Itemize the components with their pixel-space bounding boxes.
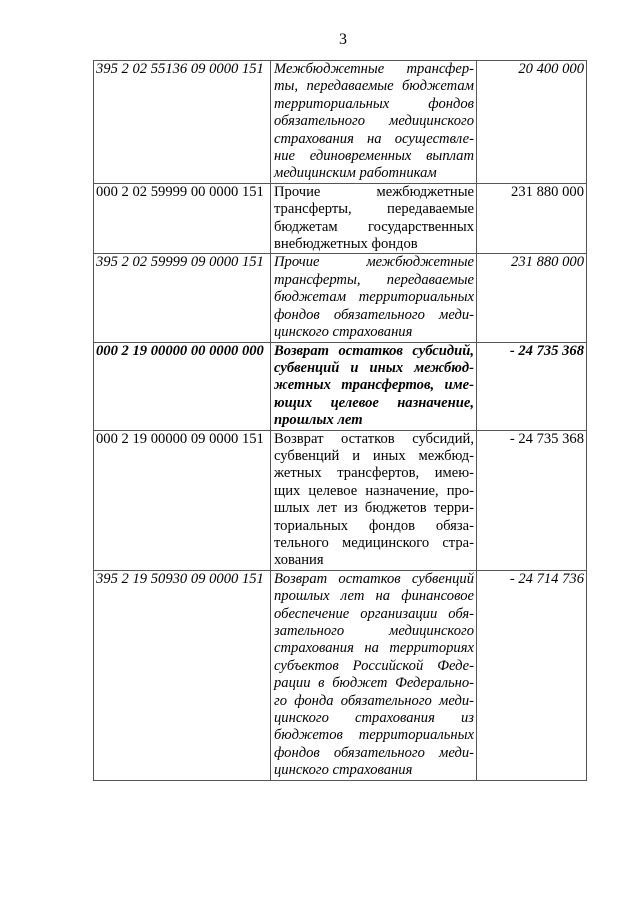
description-line: страхования на территориях [274,640,474,657]
description-line: цинского страхования из [274,710,474,727]
description-line: Возврат остатков субсидий, [274,430,474,447]
description [271,430,477,570]
table-row [94,183,587,254]
description-line: фондов обязательного меди- [274,306,474,323]
amount: 231 880 000 [477,254,587,342]
table-row [94,61,587,184]
amount: 20 400 000 [477,61,587,184]
budget-code: 395 2 19 50930 09 0000 151 [94,570,271,780]
description-line: шлых лет из бюджетов терри- [274,500,474,517]
budget-code: 000 2 19 00000 09 0000 151 [94,430,271,570]
description-line: обеспечение организации обя- [274,605,474,622]
description-line: трансферты, передаваемые [274,271,474,288]
description-line: субвенций и иных межбюд- [274,359,474,376]
description [271,183,477,254]
description-line: цинского страхования [274,762,413,779]
description-line: ты, передаваемые бюджетам [274,78,474,95]
description-line: хования [274,552,324,569]
description-line: территориальных фондов [274,95,474,112]
amount: - 24 735 368 [477,430,587,570]
description-line: Прочие межбюджетные [274,183,474,200]
amount: - 24 714 736 [477,570,587,780]
budget-code: 000 2 02 59999 00 0000 151 [94,183,271,254]
description-line: прошлых лет [274,412,363,429]
description-line: жетных трансфертов, имею- [274,465,474,482]
description-line: Прочие межбюджетные [274,254,474,271]
description-line: Возврат остатков субсидий, [274,342,474,359]
table-row [94,254,587,342]
description [271,61,477,184]
description-line: ние единовременных выплат [274,148,474,165]
description-line: бюджетам государственных [274,218,474,235]
description [271,570,477,780]
budget-table [93,60,587,781]
page-number: 3 [339,31,347,48]
description-line: Межбюджетные трансфер- [274,61,474,77]
budget-code: 395 2 02 59999 09 0000 151 [94,254,271,342]
description-line: ториальных фондов обяза- [274,517,474,534]
description [271,342,477,430]
description-line: прошлых лет на финансовое [274,588,474,605]
amount: - 24 735 368 [477,342,587,430]
description-line: зательного медицинского [274,623,474,639]
description-line: ющих целевое назначение, [274,394,474,411]
description-line: обязательного медицинского [274,113,474,130]
amount: 231 880 000 [477,183,587,254]
description-line: тельного медицинского стра- [274,534,474,551]
description-line: трансферты, передаваемые [274,201,474,218]
table-row [94,430,587,570]
budget-code: 000 2 19 00000 00 0000 000 [94,342,271,430]
table-row [94,570,587,780]
description-line: страхования на осуществле- [274,130,474,147]
description-line: го фонда обязательного меди- [274,692,474,709]
description-line: жетных трансфертов, име- [274,377,474,394]
description [271,254,477,342]
table-row [94,342,587,430]
description-line: внебюджетных фондов [274,236,418,253]
description-line: субъектов Российской Феде- [274,657,474,674]
description-line: щих целевое назначение, про- [274,482,474,499]
description-line: Возврат остатков субвенций [274,570,474,587]
description-line: рации в бюджет Федерально- [274,675,474,692]
description-line: медицинским работникам [274,165,437,182]
description-line: бюджетам территориальных [274,289,474,306]
description-line: бюджетов территориальных [274,727,474,744]
budget-code: 395 2 02 55136 09 0000 151 [94,61,271,184]
description-line: цинского страхования [274,324,413,341]
description-line: фондов обязательного меди- [274,744,474,761]
description-line: субвенций и иных межбюд- [274,447,474,464]
